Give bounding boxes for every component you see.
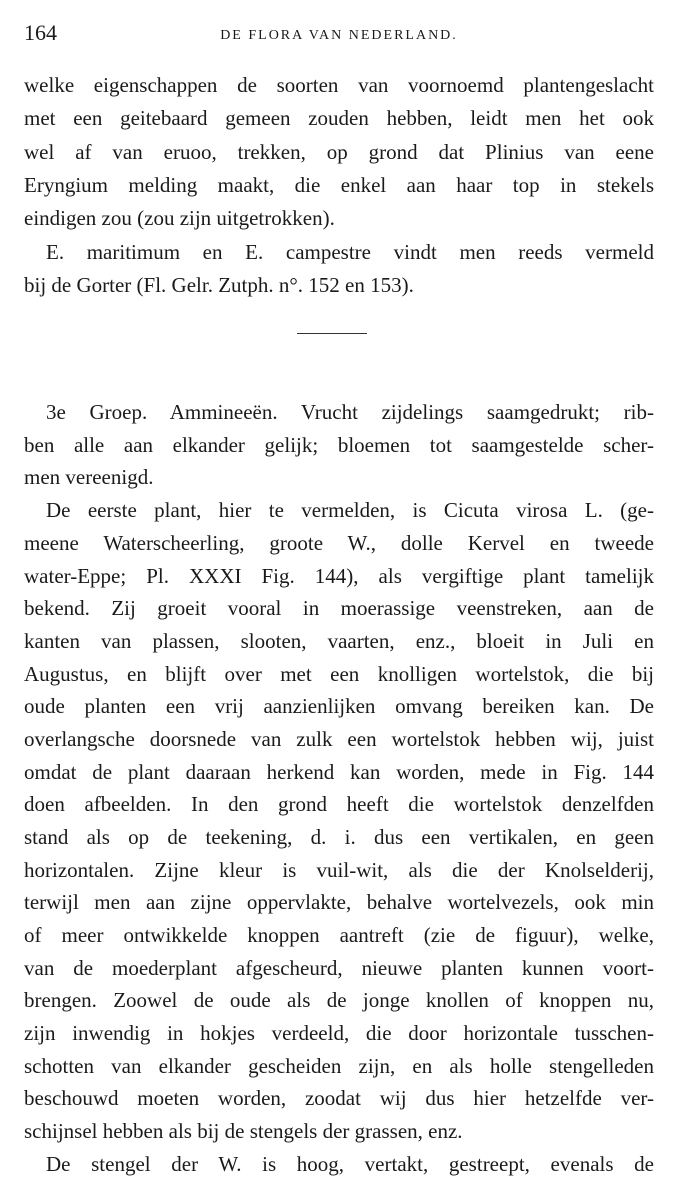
text-line: oude planten een vrij aanzienlijken omvang bereiken kan. De — [24, 694, 654, 718]
text-line: men vereenigd. — [24, 465, 154, 489]
text-line: schijnsel hebben als bij de stengels der grassen, enz. — [24, 1119, 463, 1143]
text-line: schotten van elkander gescheiden zijn, en als holle stengelleden — [24, 1054, 654, 1078]
text-line: 3e Groep. Ammineeën. Vrucht zijdelings saamgedrukt; rib- — [46, 400, 654, 424]
text-line: Augustus, en blijft over met een knolligen wortelstok, die bij — [24, 662, 654, 686]
text-line: terwijl men aan zijne oppervlakte, behalve wortelvezels, ook min — [24, 890, 654, 914]
text-line: bij de Gorter (Fl. Gelr. Zutph. n°. 152 en 153). — [24, 273, 414, 297]
text-line: zijn inwendig in hokjes verdeeld, die door horizontale tusschen- — [24, 1021, 654, 1045]
page-number: 164 — [24, 20, 57, 45]
text-line: kanten van plassen, slooten, vaarten, enz., bloeit in Juli en — [24, 629, 654, 653]
text-line: doen afbeelden. In den grond heeft die wortelstok denzelfden — [24, 792, 654, 816]
text-line: meene Waterscheerling, groote W., dolle Kervel en tweede — [24, 531, 654, 555]
text-line: wel af van eruoo, trekken, op grond dat Plinius van eene — [24, 140, 654, 164]
text-line: De stengel der W. is hoog, vertakt, gestreept, evenals de — [46, 1152, 654, 1176]
text-line: omdat de plant daaraan herkend kan worden, mede in Fig. 144 — [24, 760, 654, 784]
text-line: Eryngium melding maakt, die enkel aan haar top in stekels — [24, 173, 654, 197]
text-line: met een geitebaard gemeen zouden hebben, leidt men het ook — [24, 106, 654, 130]
text-line: brengen. Zoowel de oude als de jonge knollen of knoppen nu, — [24, 988, 654, 1012]
text-line: of meer ontwikkelde knoppen aantreft (zie de figuur), welke, — [24, 923, 654, 947]
text-line: E. maritimum en E. campestre vindt men reeds vermeld — [46, 240, 654, 264]
text-line: De eerste plant, hier te vermelden, is Cicuta virosa L. (ge- — [46, 498, 654, 522]
text-line: water-Eppe; Pl. XXXI Fig. 144), als vergiftige plant tamelijk — [24, 564, 654, 588]
text-line: ben alle aan elkander gelijk; bloemen tot saamgestelde scher- — [24, 433, 654, 457]
text-line: van de moederplant afgescheurd, nieuwe planten kunnen voort- — [24, 956, 654, 980]
page-header — [24, 20, 654, 50]
running-title: DE FLORA VAN NEDERLAND. — [220, 28, 458, 43]
text-line: stand als op de teekening, d. i. dus een vertikalen, en geen — [24, 825, 654, 849]
text-line: welke eigenschappen de soorten van voornoemd plantengeslacht — [24, 73, 654, 97]
text-line: bekend. Zij groeit vooral in moerassige veenstreken, aan de — [24, 596, 654, 620]
text-line: beschouwd moeten worden, zoodat wij dus hier hetzelfde ver- — [24, 1086, 654, 1110]
text-line: eindigen zou (zou zijn uitgetrokken). — [24, 206, 335, 230]
text-line: horizontalen. Zijne kleur is vuil-wit, als die der Knolselderij, — [24, 858, 654, 882]
section-separator — [297, 333, 367, 334]
text-line: overlangsche doorsnede van zulk een wortelstok hebben wij, juist — [24, 727, 654, 751]
